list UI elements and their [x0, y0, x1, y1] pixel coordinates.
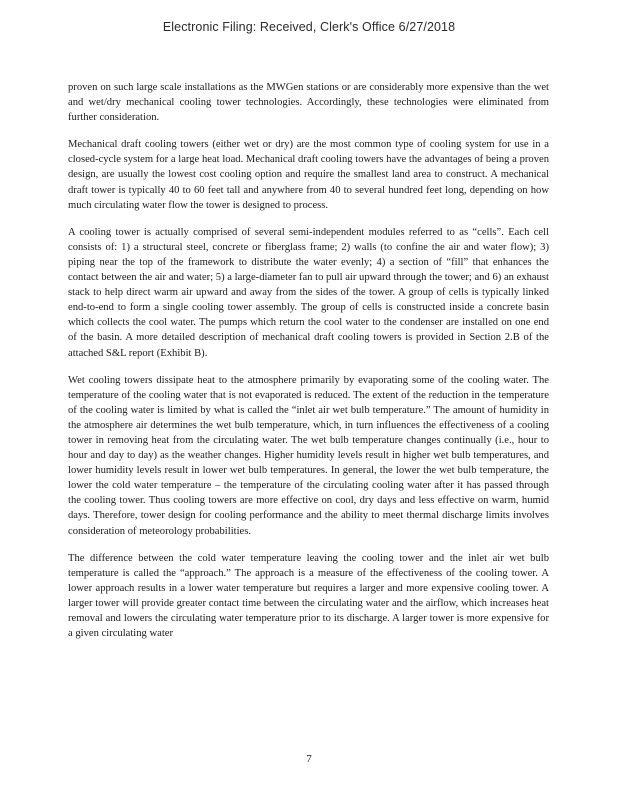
paragraph-mechanical-draft-towers: Mechanical draft cooling towers (either wet or dry) are the most common type of cooling system for use in a closed-cycle system for a large heat load. Mechanical draft cooling towers have the advantages of being a proven design, are usually the lowest cost cooling option and require the smallest land area to construct. A mechanical draft tower is typically 40 to 60 feet tall and anywhere from 40 to several hundred feet long, depending on how much circulating water flow the tower is designed to process. [68, 139, 549, 211]
paragraph-technologies-eliminated: proven on such large scale installations as the MWGen stations or are considerably more expensive than the wet and wet/dry mechanical cooling tower technologies. Accordingly, these technologies were eliminated from further consideration. [68, 82, 549, 124]
paragraph-tower-cells: A cooling tower is actually comprised of several semi-independent modules referred to as “cells”. Each cell consists of: 1) a structural steel, concrete or fiberglass frame; 2) walls (to confine the air and water flow); 3) piping near the top of the framework to distribute the water evenly; 4) a section of “fill” that enhances the contact between the air and water; 5) a large-diameter fan to pull air upward through the tower; and 6) an exhaust stack to help direct warm air upward and away from the sides of the tower. A group of cells is typically linked end-to-end to form a single cooling tower assembly. The group of cells is constructed inside a concrete basin which collects the cool water. The pumps which return the cool water to the condenser are installed on one end of the basin. A more detailed description of mechanical draft cooling towers is provided in Section 2.B of the attached S&L report (Exhibit B). [68, 226, 549, 359]
paragraph-wet-cooling-towers: Wet cooling towers dissipate heat to the atmosphere primarily by evaporating some of the cooling water. The temperature of the cooling water that is not evaporated is reduced. The extent of the reduction in the temperature of the cooling water is limited by what is called the “inlet air wet bulb temperature.” The amount of humidity in the atmosphere air determines the wet bulb temperature, which, in turn influences the effectiveness of a cooling tower in removing heat from the circulating water. The wet bulb temperature changes continually (i.e., hour to hour and day to day) as the weather changes. Higher humidity levels result in higher wet bulb temperatures, and lower humidity levels result in lower wet bulb temperatures. In general, the lower the wet bulb temperature, the lower the cold water temperature – the temperature of the circulating cooling water after it has passed through the cooling tower. Thus cooling towers are more effective on cool, dry days and less effective on warm, humid days. Therefore, tower design for cooling performance and the ability to meet thermal discharge limits involves consideration of meteorology probabilities. [68, 374, 549, 537]
page-number: 7 [306, 753, 312, 765]
document-body [68, 80, 549, 641]
filing-stamp: Electronic Filing: Received, Clerk's Office 6/27/2018 [162, 20, 456, 34]
paragraph-approach: The difference between the cold water temperature leaving the cooling tower and the inlet air wet bulb temperature is called the “approach.” The approach is a measure of the effectiveness of the cooling tower. A lower approach results in a lower water temperature but requires a larger and more expensive cooling tower. A larger tower will provide greater contact time between the circulating water and the airflow, which increases heat removal and lowers the circulating water temperature prior to its discharge. A larger tower is more expensive for a given circulating water [68, 552, 549, 640]
